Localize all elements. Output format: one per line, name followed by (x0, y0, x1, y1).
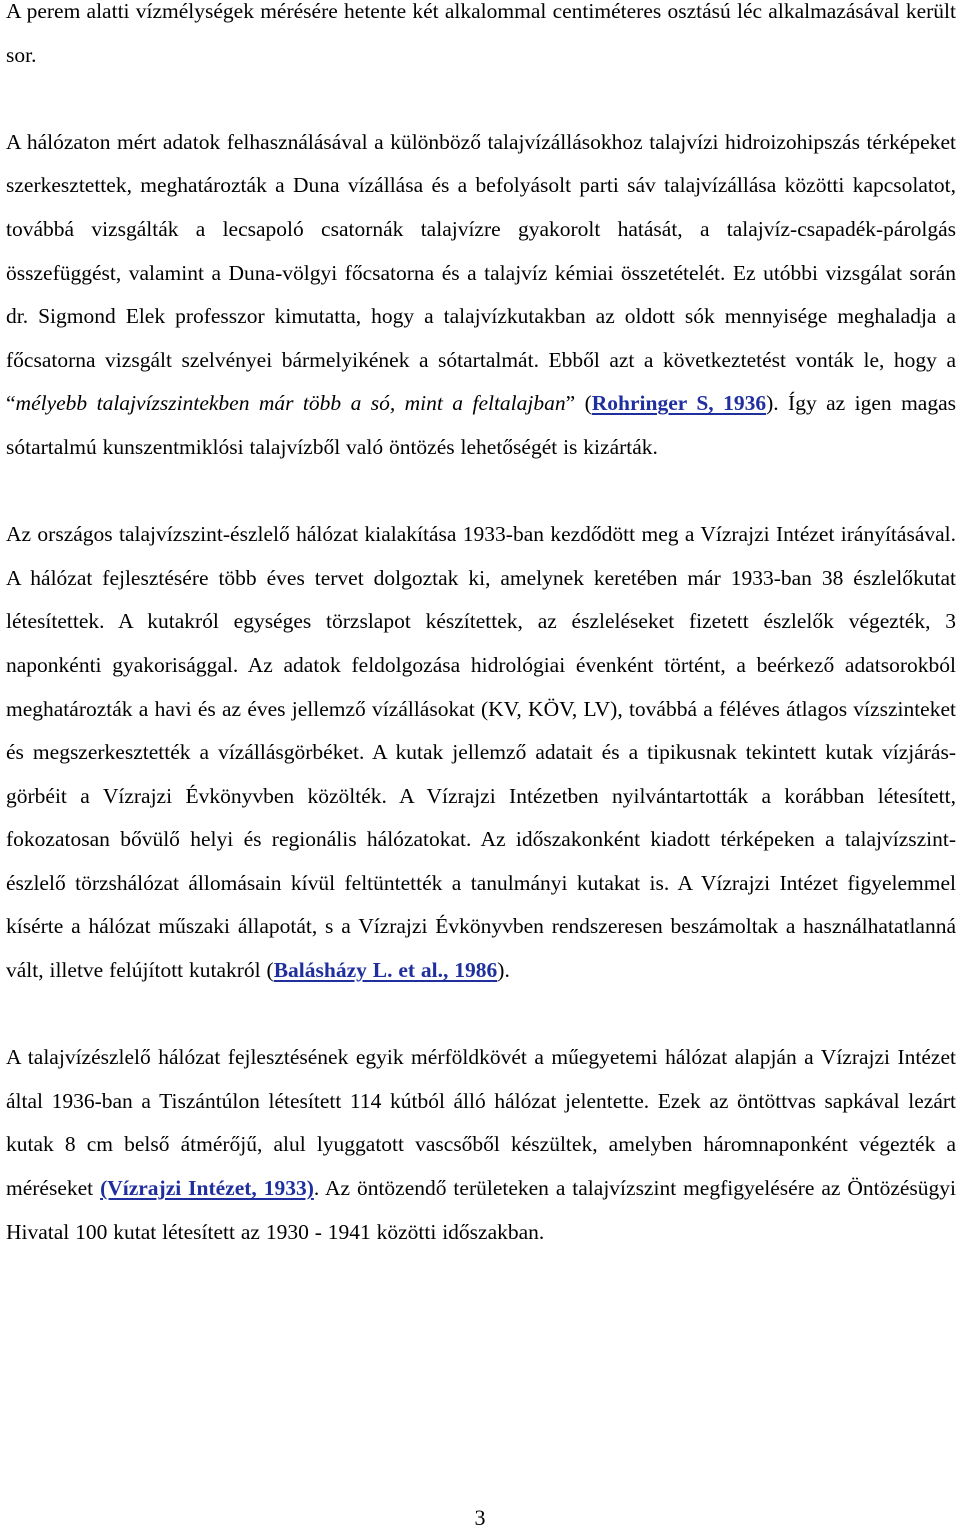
paragraph-spacer (6, 77, 956, 121)
paragraph-network-data (6, 121, 956, 470)
paragraph-text: . Az öntözendő területeken a talajvízszint megfigyelésére az Öntözésügyi Hivatal 100 kutat létesített az 1930 - 1941 közötti időszakban. (6, 1176, 956, 1244)
paragraph-measurement (6, 0, 956, 77)
paragraph-spacer (6, 470, 956, 514)
paragraph-text: ” ( (565, 391, 592, 416)
paragraph-text: A talajvízészlelő hálózat fejlesztésének egyik mérföldkövét a műegyetemi hálózat alapján a Vízrajzi Intézet által 1936-ban a Tiszántúlon létesített 114 kútból álló hálózat jelentette. Ezek az öntöttvas sapkával lezárt kutak 8 cm belső átmérőjű, alul lyuggatott vascsőből készültek, amelyben háromnaponként végezték a méréseket (6, 1045, 956, 1201)
paragraph-text: A perem alatti vízmélységek mérésére hetente két alkalommal centiméteres osztású léc alkalmazásával került sor. (6, 0, 956, 67)
citation-link-rohringer[interactable]: Rohringer S, 1936 (591, 391, 767, 416)
paragraph-network-development (6, 1036, 956, 1254)
paragraph-text: A hálózaton mért adatok felhasználásával a különböző talajvízállásokhoz talajvízi hidroizohipszás térképeket szerkesztettek, meghatározták a Duna vízállása és a befolyásolt parti sáv talajvízállása közötti kapcsolatot, továbbá vizsgálták a lecsapoló csatornák talajvízre gyakorolt hatását, a talajvíz-csapadék-párolgás összefüggést, valamint a Duna-völgyi főcsatorna és a talajvíz kémiai összetételét. Ez utóbbi vizsgálat során dr. Sigmond Elek professzor kimutatta, hogy a talajvízkutakban az oldott sók mennyisége meghaladja a főcsatorna vizsgált szelvényei bármelyikének a sótartalmát. Ebből azt a következtetést vonták le, hogy a “ (6, 129, 956, 416)
paragraph-national-network (6, 513, 956, 993)
paragraph-text: ). Így az igen magas sótartalmú kunszentmiklósi talajvízből való öntözés lehetőségét is kizárták. (6, 391, 956, 459)
citation-link-balashazy[interactable]: Balásházy L. et al., 1986 (273, 958, 498, 983)
paragraph-text: ). (497, 958, 510, 983)
citation-link-vizrajzi[interactable]: (Vízrajzi Intézet, 1933) (100, 1176, 314, 1201)
quoted-conclusion: mélyebb talajvízszintekben már több a só, mint a feltalajban (15, 391, 566, 416)
paragraph-spacer (6, 993, 956, 1037)
document-page (6, 0, 956, 1254)
page-number: 3 (474, 1505, 486, 1530)
paragraph-text: Az országos talajvízszint-észlelő hálózat kialakítása 1933-ban kezdődött meg a Vízrajzi Intézet irányításával. A hálózat fejlesztésére több éves tervet dolgoztak ki, amelynek keretében már 1933-ban 38 észlelőkutat létesítettek. A kutakról egységes törzslapot készítettek, az észleléseket fizetett észlelők végezték, 3 naponkénti gyakorisággal. Az adatok feldolgozása hidrológiai évenként történt, a beérkező adatsorokból meghatározták a havi és az éves jellemző vízállásokat (KV, KÖV, LV), továbbá a féléves átlagos vízszinteket és megszerkesztették a vízállásgörbéket. A kutak jellemző adatait és a tipikusnak tekintett kutak vízjárás-görbéit a Vízrajzi Évkönyvben közölték. A Vízrajzi Intézetben nyilvántartották a korábban létesített, fokozatosan bővülő helyi és regionális hálózatokat. Az időszakonként kiadott térképeken a talajvízszint-észlelő törzshálózat állomásain kívül feltüntették a tanulmányi kutakat is. A Vízrajzi Intézet figyelemmel kísérte a hálózat műszaki állapotát, s a Vízrajzi Évkönyvben rendszeresen beszámoltak a használhatatlanná vált, illetve felújított kutakról ( (6, 522, 956, 983)
